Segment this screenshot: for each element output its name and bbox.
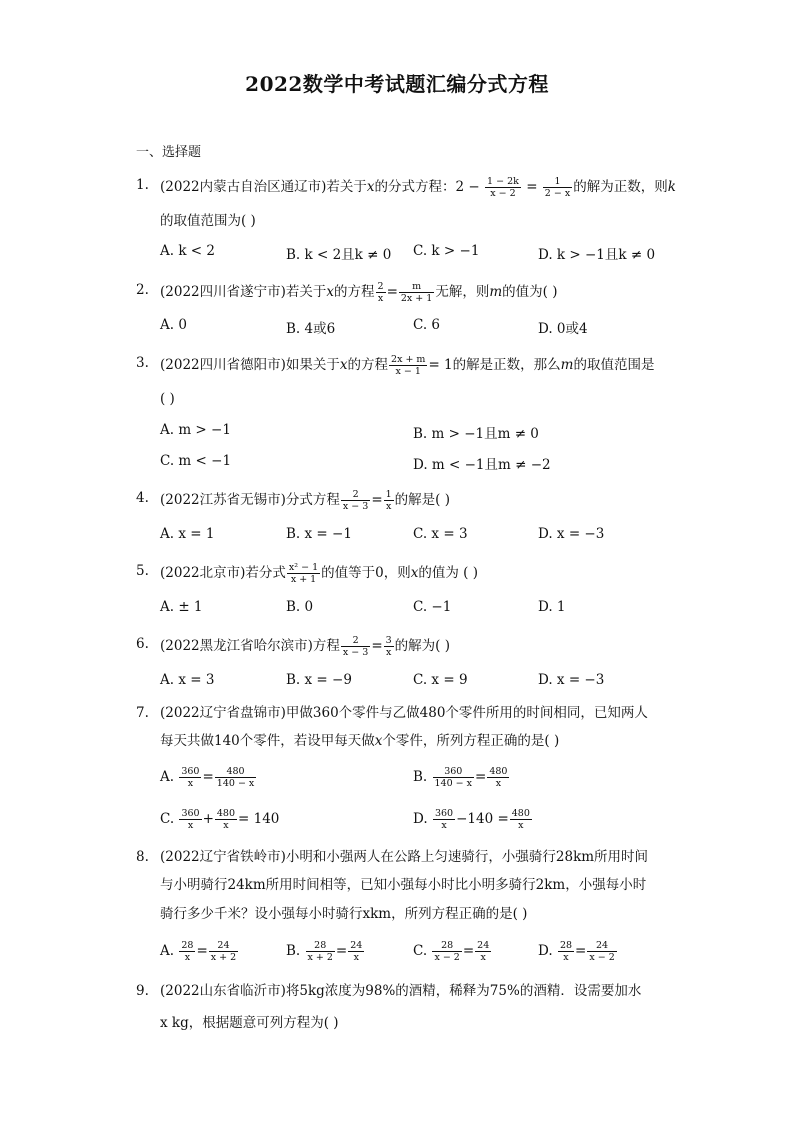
question-text (160, 354, 654, 377)
denominator: x (385, 501, 392, 512)
option-c[interactable]: C. x = 3 (413, 526, 468, 542)
fraction (376, 281, 386, 304)
question-text-line3: 骑行多少千米？设小强每小时骑行xkm，所列方程正确的是( ) (160, 906, 528, 922)
fraction (384, 489, 394, 512)
option-b[interactable]: B. m > −1且m ≠ 0 (413, 426, 539, 442)
option-label: B. (413, 769, 428, 785)
minus-equals: −140 = (456, 811, 509, 827)
option-a[interactable]: A. m > −1 (160, 422, 231, 438)
question-text (160, 562, 478, 585)
text-segment: 无解，则 (435, 284, 490, 300)
option-c[interactable]: C. m < −1 (160, 453, 232, 469)
option-d[interactable]: D. 0或4 (538, 321, 588, 337)
question-source: (2022辽宁省盘锦市 (160, 705, 281, 721)
numerator: 24 (209, 940, 238, 952)
denominator: x (563, 952, 569, 963)
option-a[interactable] (160, 766, 257, 789)
option-d[interactable]: D. x = −3 (538, 526, 605, 542)
page-title: 2022数学中考试题汇编分式方程 (245, 72, 549, 96)
numerator: 28 (432, 940, 461, 952)
option-a[interactable]: A. x = 1 (160, 526, 215, 542)
text-segment: )若分式 (240, 565, 286, 581)
fraction (558, 940, 574, 963)
text-segment: 的方程 (334, 284, 375, 300)
denominator: x (495, 778, 502, 789)
option-b[interactable] (286, 940, 365, 963)
text-segment: 每天共做140个零件，若设甲每天做 (160, 733, 375, 749)
equals-sign: = (386, 284, 398, 300)
question-number: 3. (136, 355, 149, 371)
question-text (160, 176, 676, 199)
text-segment: 的值为( ) (502, 284, 558, 300)
numerator: 360 (433, 766, 475, 778)
equals-sign: = 140 (238, 811, 280, 827)
text-segment: 个零件，所列方程正确的是( ) (382, 733, 560, 749)
question-text (160, 635, 450, 658)
numerator: 28 (181, 940, 194, 951)
option-b[interactable] (413, 766, 510, 789)
text-segment: 的解是( ) (394, 492, 450, 508)
question-number: 8. (136, 849, 149, 865)
numerator: 480 (215, 766, 257, 778)
variable-x: x (339, 357, 348, 373)
option-label: A. (160, 769, 175, 785)
numerator: 2 (377, 281, 384, 292)
text-segment: )小明和小强两人在公路上匀速骑行，小强骑行28km所用时间 (280, 849, 649, 865)
section-heading: 一、选择题 (136, 145, 202, 160)
question-source: (2022内蒙古自治区通辽市 (160, 179, 322, 195)
denominator: 2x + 1 (400, 293, 433, 304)
fraction (485, 176, 521, 199)
question-text (160, 489, 450, 512)
question-number: 9. (136, 983, 149, 999)
numerator: 480 (511, 808, 530, 819)
fraction (215, 766, 257, 789)
option-c[interactable]: C. −1 (413, 599, 452, 615)
question-source: (2022北京市 (160, 565, 241, 581)
numerator: 2x + m (391, 354, 426, 365)
fraction (475, 940, 491, 963)
option-b[interactable]: B. 0 (286, 599, 314, 615)
fraction (179, 808, 201, 831)
option-d[interactable] (413, 808, 533, 831)
question-source: (2022四川省遂宁市 (160, 284, 281, 300)
question-source: (2022江苏省无锡市 (160, 492, 281, 508)
text-segment: )甲做360个零件与乙做480个零件所用的时间相同，已知两人 (280, 705, 648, 721)
denominator: x − 2 (434, 952, 460, 963)
text-segment: 的值等于0，则 (321, 565, 411, 581)
denominator: 140 − x (216, 778, 255, 789)
numerator: 1 (543, 176, 572, 188)
option-c[interactable] (160, 808, 279, 831)
equals-sign: = (371, 492, 383, 508)
denominator: x (184, 952, 191, 963)
option-label: A. (160, 943, 175, 959)
denominator: x (385, 647, 392, 658)
question-text (160, 704, 648, 722)
question-number: 2. (136, 282, 149, 298)
fraction (432, 940, 461, 963)
text-segment: 的分式方程：2 − (374, 179, 480, 195)
fraction (510, 808, 532, 831)
denominator: x − 3 (342, 501, 369, 512)
equals-sign: = (462, 943, 475, 959)
text-segment: 的取值范围是 (573, 357, 655, 373)
denominator: 140 − x (434, 778, 473, 789)
question-text-line2: 的取值范围为( ) (160, 213, 256, 229)
equals-sign: = (475, 769, 487, 785)
fraction (384, 635, 394, 658)
text-segment: )如果关于 (280, 357, 340, 373)
option-label: C. (160, 811, 175, 827)
numerator: 360 (181, 766, 200, 777)
option-c[interactable]: C. 6 (413, 317, 441, 333)
numerator: 28 (559, 940, 573, 951)
denominator: x (187, 778, 194, 789)
option-d[interactable]: D. x = −3 (538, 672, 605, 688)
text-segment: )分式方程 (280, 492, 340, 508)
question-text-line2: ( ) (160, 391, 175, 407)
denominator: 2 − x (544, 188, 571, 199)
numerator: 480 (216, 808, 236, 819)
fraction (389, 354, 427, 377)
question-text-line2: x kg，根据题意可列方程为( ) (160, 1015, 339, 1031)
equals-sign: = (526, 179, 538, 195)
numerator: m (399, 281, 434, 293)
option-label: C. (413, 943, 428, 959)
variable-k: k (667, 179, 676, 195)
fraction (179, 940, 195, 963)
numerator: 2 (341, 635, 370, 647)
question-number: 7. (136, 705, 149, 721)
denominator: x + 1 (290, 574, 317, 585)
question-text-line2 (160, 732, 559, 750)
denominator: x − 3 (342, 647, 369, 658)
option-label: D. (413, 811, 428, 827)
text-segment: 的解为( ) (394, 638, 450, 654)
option-a[interactable]: A. 0 (160, 317, 187, 333)
option-b[interactable]: B. k < 2且k ≠ 0 (286, 247, 392, 263)
option-b[interactable]: B. x = −1 (286, 526, 352, 542)
text-segment: 的值为 ( ) (418, 565, 478, 581)
option-a[interactable]: A. k < 2 (160, 243, 215, 259)
equals-sign: = (202, 769, 214, 785)
denominator: x (223, 820, 229, 831)
fraction (348, 940, 364, 963)
numerator: 28 (306, 940, 335, 952)
equals-sign: = (196, 943, 208, 959)
numerator: 360 (434, 808, 454, 819)
option-label: D. (538, 943, 553, 959)
option-b[interactable]: B. 4或6 (286, 321, 336, 337)
denominator: x (353, 952, 359, 963)
text-segment: )将5kg浓度为98%的酒精，稀释为75%的酒精．设需要加水 (280, 983, 642, 999)
equals-sign: = (335, 943, 348, 959)
question-text (160, 982, 641, 1000)
denominator: x (480, 952, 486, 963)
denominator: x (377, 293, 384, 304)
numerator: 3 (385, 635, 392, 646)
equals-sign: = 1 (428, 357, 453, 373)
question-number: 6. (136, 636, 149, 652)
option-d[interactable]: D. 1 (538, 599, 566, 615)
fraction (543, 176, 572, 199)
fraction (587, 940, 616, 963)
question-number: 1. (136, 177, 149, 193)
equals-sign: = (575, 943, 587, 959)
question-source: (2022辽宁省铁岭市 (160, 849, 281, 865)
fraction (399, 281, 434, 304)
option-d[interactable]: D. k > −1且k ≠ 0 (538, 247, 656, 263)
option-c[interactable]: C. x = 9 (413, 672, 468, 688)
fraction (341, 489, 370, 512)
variable-m: m (489, 284, 503, 300)
equals-sign: = (371, 638, 383, 654)
fraction (306, 940, 335, 963)
question-source: (2022四川省德阳市 (160, 357, 281, 373)
fraction (433, 808, 455, 831)
option-a[interactable]: A. ± 1 (160, 599, 203, 615)
denominator: x + 2 (307, 952, 333, 963)
text-segment: 的解为正数，则 (573, 179, 668, 195)
question-number: 4. (136, 490, 149, 506)
question-text (160, 848, 648, 866)
numerator: 24 (350, 940, 363, 951)
variable-x: x (326, 284, 335, 300)
fraction (341, 635, 370, 658)
option-c[interactable] (413, 940, 492, 963)
numerator: 24 (587, 940, 616, 952)
fraction (209, 940, 238, 963)
numerator: 360 (181, 808, 200, 819)
denominator: x (441, 820, 447, 831)
numerator: 24 (477, 940, 490, 951)
question-text-line2: 与小明骑行24km所用时间相等，已知小强每小时比小明多骑行2km，小强每小时 (160, 877, 647, 893)
option-b[interactable]: B. x = −9 (286, 672, 352, 688)
option-d[interactable]: D. m < −1且m ≠ −2 (413, 457, 551, 473)
variable-x: x (366, 179, 375, 195)
option-a[interactable] (160, 940, 239, 963)
numerator: 480 (489, 766, 508, 777)
denominator: x (187, 820, 194, 831)
option-c[interactable]: C. k > −1 (413, 243, 480, 259)
text-segment: 的方程 (347, 357, 389, 373)
numerator: x² − 1 (288, 562, 319, 573)
question-number: 5. (136, 563, 149, 579)
option-d[interactable] (538, 940, 618, 963)
denominator: x (518, 820, 524, 831)
variable-x: x (410, 565, 419, 581)
numerator: 1 − 2k (487, 176, 519, 187)
numerator: 2 (341, 489, 370, 501)
plus-sign: + (202, 811, 214, 827)
denominator: x + 2 (210, 952, 237, 963)
fraction (287, 562, 320, 585)
option-label: B. (286, 943, 301, 959)
fraction (179, 766, 201, 789)
denominator: x − 2 (490, 188, 516, 199)
option-a[interactable]: A. x = 3 (160, 672, 215, 688)
text-segment: 的解是正数，那么 (452, 357, 561, 373)
question-source: (2022山东省临沂市 (160, 983, 281, 999)
fraction (433, 766, 475, 789)
question-source: (2022黑龙江省哈尔滨市 (160, 638, 308, 654)
text-segment: )若关于 (280, 284, 327, 300)
question-text (160, 281, 557, 304)
denominator: x − 1 (395, 366, 421, 377)
denominator: x − 2 (589, 952, 615, 963)
fraction (215, 808, 237, 831)
numerator: 1 (385, 489, 392, 500)
variable-x: x (374, 733, 383, 749)
fraction (487, 766, 509, 789)
variable-m: m (560, 357, 574, 373)
text-segment: )若关于 (321, 179, 367, 195)
text-segment: )方程 (307, 638, 340, 654)
